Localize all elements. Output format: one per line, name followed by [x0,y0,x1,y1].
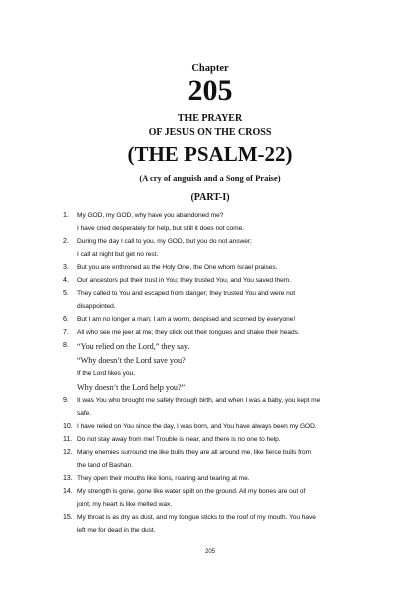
verse-line: They called to You and escaped from danger; they trusted You and were not [77,290,296,297]
verse-item [63,396,363,419]
chapter-number: 205 [187,74,233,107]
verse-number: 2. [63,238,69,245]
subtitle: (A cry of anguish and a Song of Praise) [139,173,281,183]
verse-number: 10. [63,423,73,430]
verse-number: 7. [63,329,69,336]
verse-line: left me for dead in the dust. [77,527,156,534]
verse-item [63,276,363,286]
verse-number: 6. [63,316,69,323]
verse-line: I have cried desperately for help, but still it does not come. [77,225,244,232]
verse-item [63,211,363,234]
verse-line: safe. [77,410,92,417]
verse-line: Why doesn’t the Lord help you?” [77,383,186,392]
title-line-1: THE PRAYER [177,113,243,124]
verse-number: 11. [63,436,73,443]
verse-line: They open their mouths like lions, roaring and tearing at me. [77,475,250,482]
title-line-2: OF JESUS ON THE CROSS [148,127,272,138]
verse-line: disappointed. [77,303,116,310]
verse-list [63,211,363,539]
verse-number: 9. [63,397,69,404]
verse-item [63,237,363,260]
verse-number: 13. [63,475,73,482]
verse-line: I have relied on You since the day, I was born, and You have always been my GOD. [77,423,317,430]
chapter-label: Chapter [191,63,229,74]
verse-item [63,474,363,484]
verse-line: My strength is gone, gone like water spilt on the ground. All my bones are out of [77,488,306,495]
verse-line: My throat is as dry as dust, and my tongue sticks to the roof of my mouth. You have [77,514,316,521]
verse-line: But you are enthroned as the Holy One, the One whom Israel praises. [77,264,278,271]
verse-line: It was You who brought me safely through birth, and when I was a baby, you kept me [77,397,321,404]
verse-number: 14. [63,488,73,495]
verse-line: If the Lord likes you, [77,370,135,377]
verse-line: joint; my heart is like melted wax. [77,501,172,508]
verse-line: the land of Bashan. [77,462,133,469]
part-heading: (PART-I) [190,192,230,203]
verse-number: 3. [63,264,69,271]
verse-item [63,487,363,510]
verse-line: “You relied on the Lord,” they say. [77,342,190,351]
verse-line: All who see me jeer at me; they stick out their tongues and shake their heads. [77,329,300,336]
verse-item [63,435,363,445]
verse-item [63,513,363,536]
verse-line: “Why doesn’t the Lord save you? [77,356,186,365]
verse-line: But I am no longer a man; I am a worm, despised and scorned by everyone! [77,316,296,323]
verse-number: 4. [63,277,69,284]
verse-item [63,315,363,325]
verse-line: I call at night but get no rest. [77,251,159,258]
verse-line: During the day I call to you, my GOD, but you do not answer; [77,238,252,245]
verse-line: My GOD, my GOD, why have you abandoned me? [77,212,224,219]
verse-item [63,341,363,393]
main-title: (THE PSALM-22) [127,142,293,166]
verse-line: Many enemies surround me like bulls they are all around me, like fierce bulls from [77,449,312,456]
verse-line: Do not stay away from me! Trouble is near, and there is no one to help. [77,436,281,443]
verse-line: Our ancestors put their trust in You; they trusted You, and You saved them. [77,277,291,284]
verse-item [63,448,363,471]
verse-item [63,328,363,338]
verse-number: 1. [63,212,69,219]
verse-number: 12. [63,449,73,456]
verse-item [63,422,363,432]
verse-number: 5. [63,290,69,297]
verse-number: 8. [63,342,69,349]
verse-number: 15. [63,514,73,521]
verse-item [63,289,363,312]
page-number: 205 [204,549,215,555]
verse-item [63,263,363,273]
